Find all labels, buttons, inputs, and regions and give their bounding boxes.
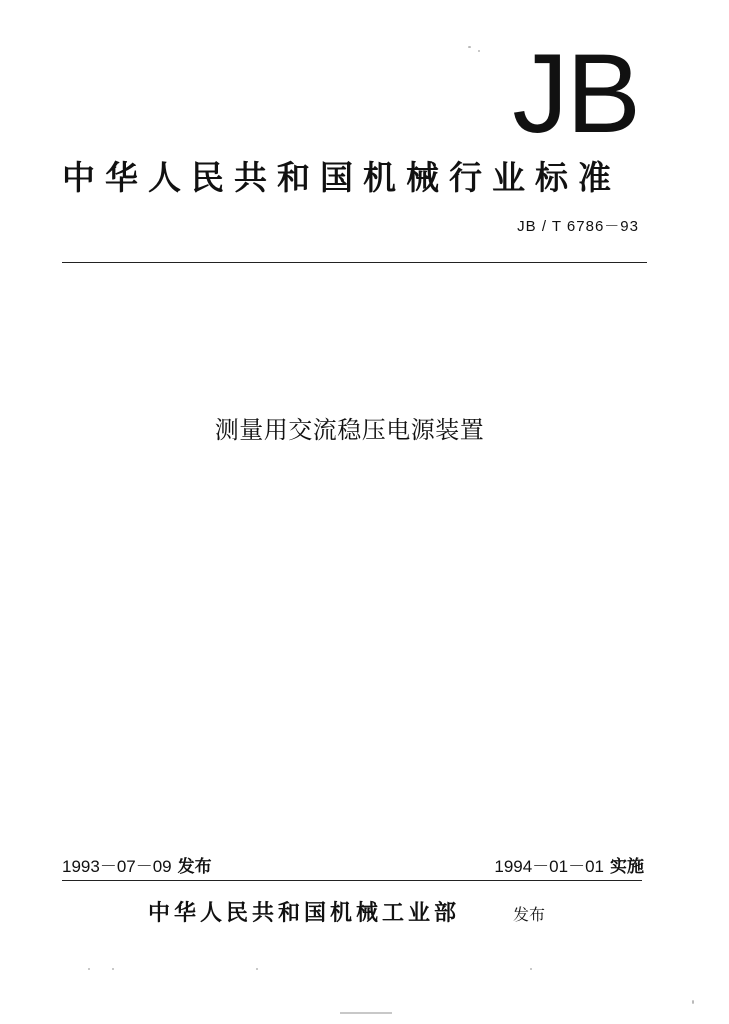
- scan-speck: [530, 968, 532, 970]
- bottom-divider: [62, 880, 642, 881]
- scan-speck: [256, 968, 258, 970]
- scan-speck: [692, 1000, 694, 1004]
- implementation-date: 1994－01－01: [494, 857, 604, 876]
- implementation-label: 实施: [610, 857, 644, 877]
- scan-smudge: [340, 1012, 392, 1014]
- scan-speck: [112, 968, 114, 970]
- top-divider: [62, 262, 647, 263]
- document-title-row: [0, 410, 729, 445]
- document-title: 测量用交流稳压电源装置: [214, 416, 485, 444]
- standard-number: JB / T 6786－93: [517, 218, 639, 235]
- standard-category-title: 中华人民共和国机械行业标准: [62, 158, 621, 197]
- scan-speck: [468, 46, 471, 48]
- publisher-name: 中华人民共和国机械工业部: [148, 901, 461, 926]
- jb-logo: JB: [512, 31, 639, 156]
- issue-label: 发布: [177, 857, 212, 877]
- scan-speck: [478, 50, 480, 52]
- publish-label: 发布: [513, 905, 546, 924]
- issue-date-block: [62, 852, 212, 877]
- implementation-date-block: [494, 852, 644, 877]
- scan-speck: [88, 968, 90, 970]
- issue-date: 1993－07－09: [62, 857, 172, 876]
